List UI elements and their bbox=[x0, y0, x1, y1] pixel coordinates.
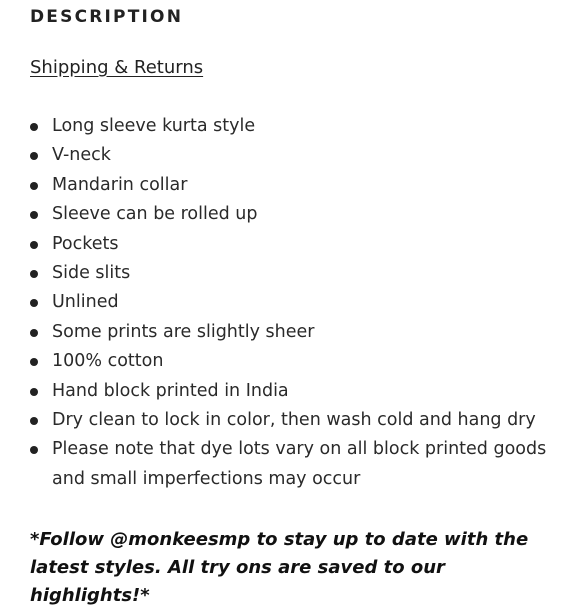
feature-text: Pockets bbox=[52, 233, 119, 254]
feature-text: V-neck bbox=[52, 145, 111, 166]
instagram-follow-note: *Follow @monkeesmp to stay up to date with the latest styles. All try ons are saved to our highlights!* bbox=[30, 529, 529, 607]
list-item bbox=[30, 406, 562, 435]
list-item bbox=[30, 259, 562, 288]
feature-text: Side slits bbox=[52, 263, 131, 284]
list-item bbox=[30, 230, 562, 259]
shipping-returns-link[interactable]: Shipping & Returns bbox=[30, 57, 204, 78]
bullet-icon bbox=[30, 123, 38, 131]
feature-text: Some prints are slightly sheer bbox=[52, 321, 315, 342]
feature-text: Sleeve can be rolled up bbox=[52, 204, 258, 225]
list-item bbox=[30, 318, 562, 347]
bullet-icon bbox=[30, 152, 38, 160]
bullet-icon bbox=[30, 299, 38, 307]
list-item bbox=[30, 288, 562, 317]
feature-text: Dry clean to lock in color, then wash cold and hang dry bbox=[52, 410, 536, 431]
bullet-icon bbox=[30, 270, 38, 278]
bullet-icon bbox=[30, 241, 38, 249]
list-item bbox=[30, 435, 562, 494]
feature-text: Please note that dye lots vary on all block printed goods and small imperfections may occur bbox=[52, 439, 547, 489]
feature-text: Mandarin collar bbox=[52, 174, 188, 195]
feature-text: Unlined bbox=[52, 292, 119, 313]
list-item bbox=[30, 112, 562, 141]
feature-text: 100% cotton bbox=[52, 351, 164, 372]
feature-text: Hand block printed in India bbox=[52, 380, 289, 401]
feature-list bbox=[30, 112, 562, 494]
description-heading: DESCRIPTION bbox=[30, 7, 184, 27]
list-item bbox=[30, 347, 562, 376]
list-item bbox=[30, 141, 562, 170]
feature-text: Long sleeve kurta style bbox=[52, 116, 256, 136]
bullet-icon bbox=[30, 417, 38, 425]
list-item bbox=[30, 377, 562, 406]
bullet-icon bbox=[30, 329, 38, 337]
bullet-icon bbox=[30, 388, 38, 396]
bullet-icon bbox=[30, 182, 38, 190]
bullet-icon bbox=[30, 446, 38, 454]
list-item bbox=[30, 171, 562, 200]
list-item bbox=[30, 200, 562, 229]
bullet-icon bbox=[30, 358, 38, 366]
bullet-icon bbox=[30, 211, 38, 219]
